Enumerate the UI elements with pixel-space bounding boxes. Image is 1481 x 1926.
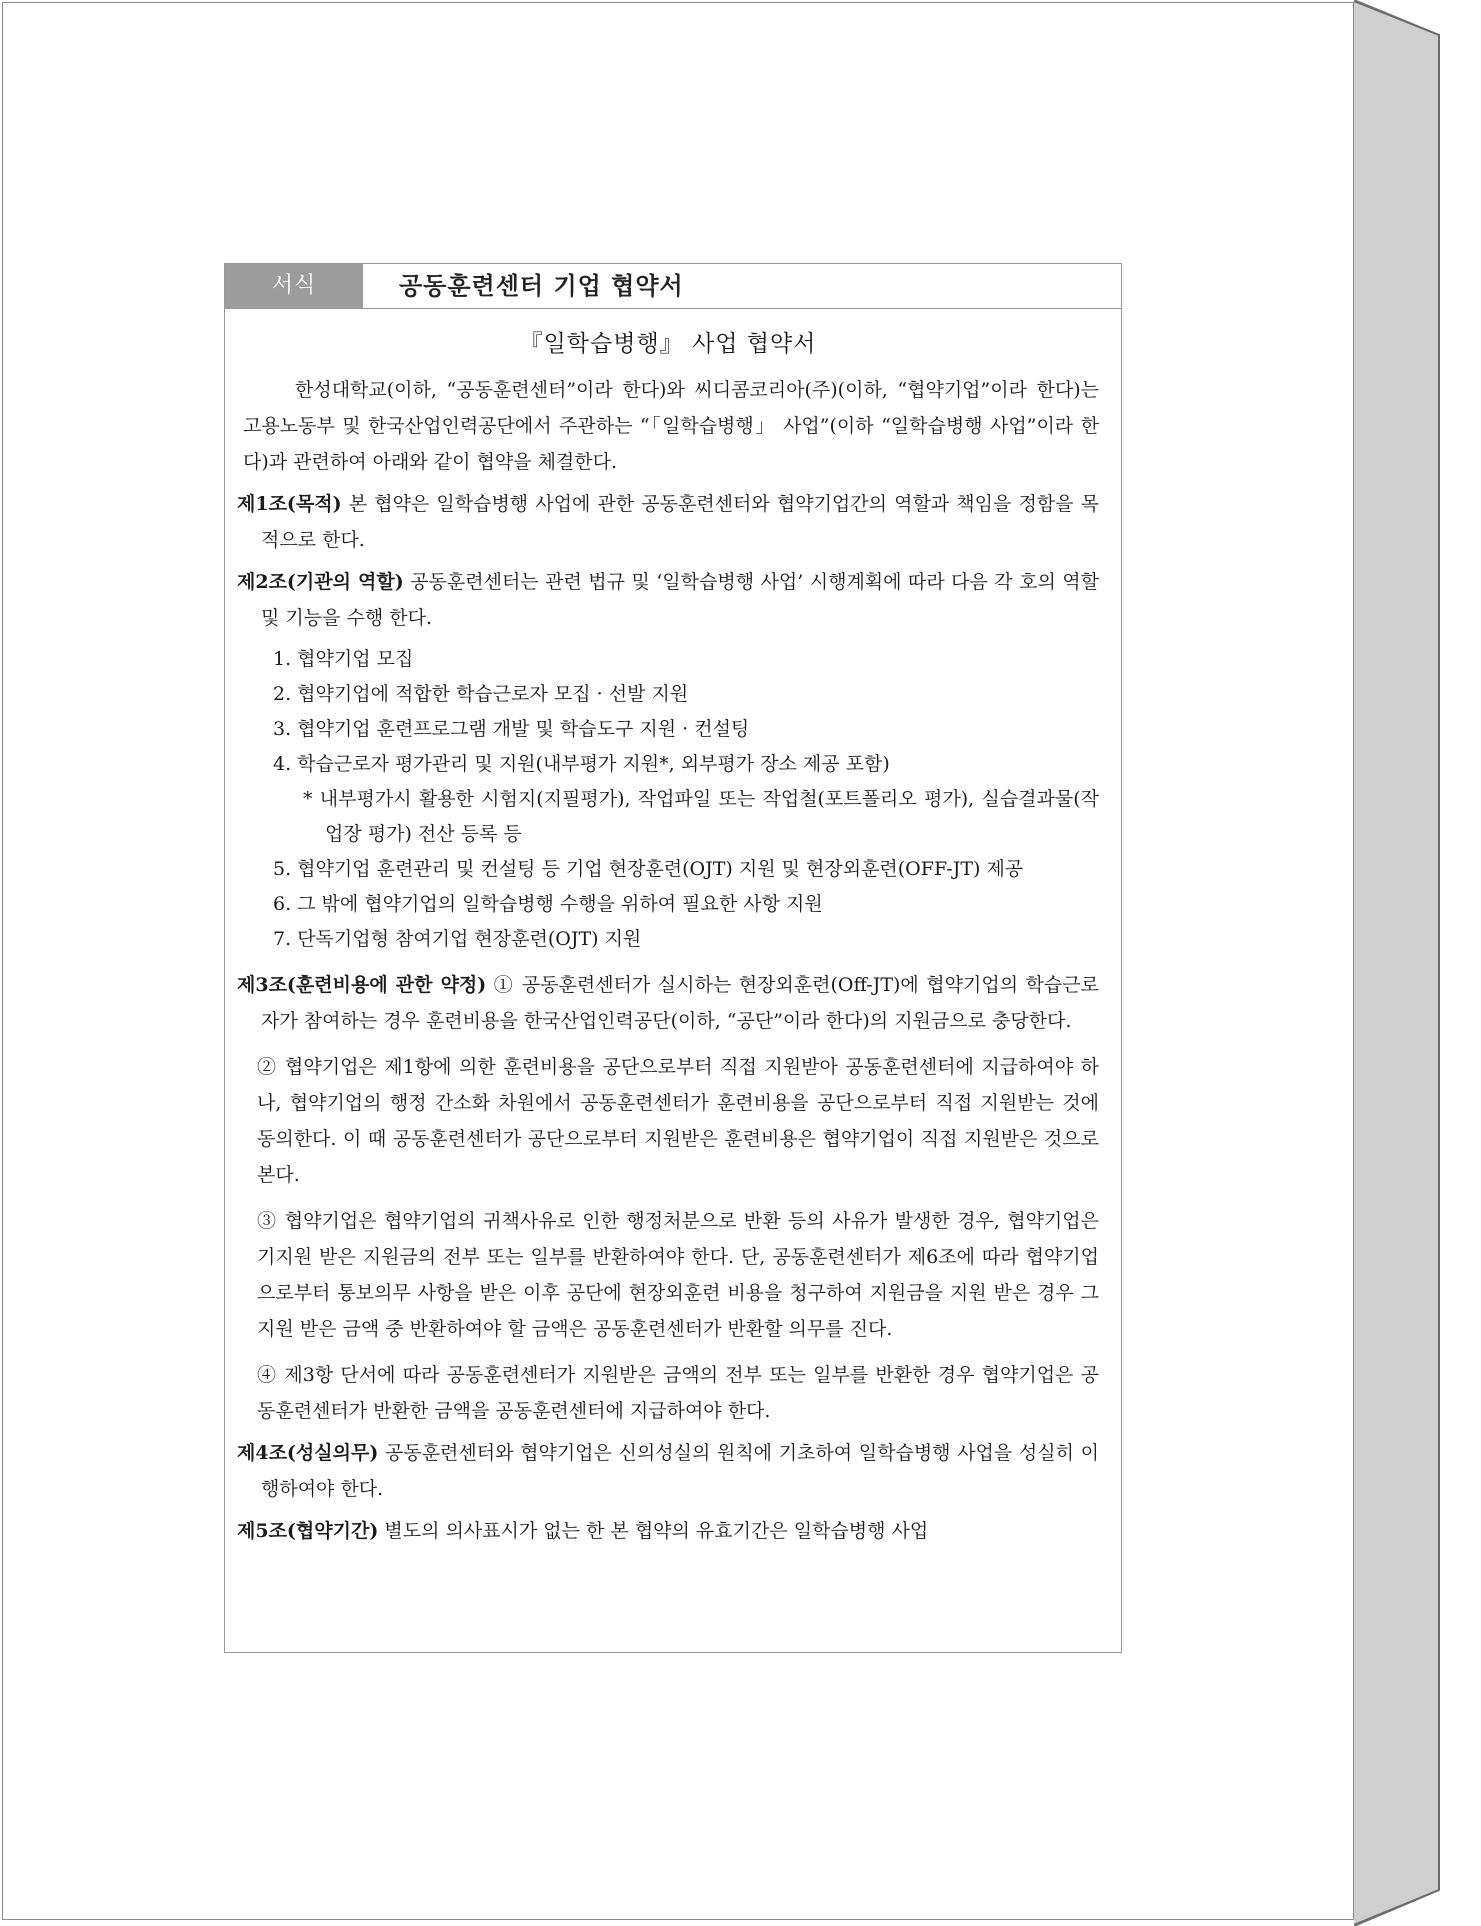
article-4-heading: 제4조(성실의무) (237, 1442, 379, 1464)
article-1-heading: 제1조(목적) (237, 493, 342, 515)
article-5-heading: 제5조(협약기간) (237, 1520, 379, 1542)
article-3-clause-3: ③ 협약기업은 협약기업의 귀책사유로 인한 행정처분으로 반환 등의 사유가 발생한 경우, 협약기업은 기지원 받은 지원금의 전부 또는 일부를 반환하여야 한다. 단, 공동훈련센터가 제6조에 따라 협약기업으로부터 통보의무 사항을 받은 이후 공단에 현장외훈련 비용을 청구하여 지원금을 지원 받은 경우 그 지원 받은 금액 중 반환하여야 할 금액은 공동훈련센터가 반환할 의무를 진다. (257, 1210, 1099, 1340)
article-3 (237, 967, 1099, 1039)
form-header (225, 264, 1121, 309)
article-2-list (273, 642, 1099, 957)
list-item: 1. 협약기업 모집 (273, 648, 414, 670)
article-3-text: ① 공동훈련센터가 실시하는 현장외훈련(Off-JT)에 협약기업의 학습근로자가 참여하는 경우 훈련비용을 한국산업인력공단(이하, “공단”이라 한다)의 지원금으로 충당한다. (261, 974, 1099, 1032)
list-item: 6. 그 밖에 협약기업의 일학습병행 수행을 위하여 필요한 사항 지원 (273, 893, 823, 915)
form-title: 공동훈련센터 기업 협약서 (399, 272, 684, 300)
document-title: 『일학습병행』 사업 협약서 (519, 331, 817, 357)
article-5 (237, 1513, 1099, 1549)
article-5-text: 별도의 의사표시가 없는 한 본 협약의 유효기간은 일학습병행 사업 (378, 1520, 929, 1542)
article-1 (237, 486, 1099, 558)
article-3-clause-2: ② 협약기업은 제1항에 의한 훈련비용을 공단으로부터 직접 지원받아 공동훈련센터에 지급하여야 하나, 협약기업의 행정 간소화 차원에서 공동훈련센터가 훈련비용을 공단으로부터 직접 지원받는 것에 동의한다. 이 때 공동훈련센터가 공단으로부터 지원받은 훈련비용은 협약기업이 직접 지원받은 것으로 본다. (257, 1056, 1099, 1186)
article-3-heading: 제3조(훈련비용에 관한 약정) (237, 974, 487, 996)
intro-paragraph: 한성대학교(이하, “공동훈련센터”이라 한다)와 씨디콤코리아(주)(이하, “협약기업”이라 한다)는 고용노동부 및 한국산업인력공단에서 주관하는 “「일학습병행」 사업”(이하 “일학습병행 사업”이라 한다)과 관련하여 아래와 같이 협약을 체결한다. (243, 379, 1099, 473)
article-3-clause-4: ④ 제3항 단서에 따라 공동훈련센터가 지원받은 금액의 전부 또는 일부를 반환한 경우 협약기업은 공동훈련센터가 반환한 금액을 공동훈련센터에 지급하여야 한다. (257, 1364, 1099, 1422)
article-1-text: 본 협약은 일학습병행 사업에 관한 공동훈련센터와 협약기업간의 역할과 책임을 정함을 목적으로 한다. (261, 493, 1099, 551)
document-content (225, 309, 1121, 1549)
article-2 (237, 564, 1099, 636)
list-note: * 내부평가시 활용한 시험지(지필평가), 작업파일 또는 작업철(포트폴리오 평가), 실습결과물(작업장 평가) 전산 등록 등 (303, 788, 1099, 845)
article-2-heading: 제2조(기관의 역할) (237, 571, 404, 593)
list-item: 3. 협약기업 훈련프로그램 개발 및 학습도구 지원 · 컨설팅 (273, 718, 750, 740)
list-item: 2. 협약기업에 적합한 학습근로자 모집 · 선발 지원 (273, 683, 689, 705)
article-4 (237, 1435, 1099, 1507)
form-tag: 서식 (225, 264, 363, 308)
article-2-text: 공동훈련센터는 관련 법규 및 ‘일학습병행 사업’ 시행계획에 따라 다음 각 호의 역할 및 기능을 수행 한다. (261, 571, 1099, 629)
list-item: 5. 협약기업 훈련관리 및 컨설팅 등 기업 현장훈련(OJT) 지원 및 현장외훈련(OFF-JT) 제공 (273, 858, 1024, 880)
form-document (224, 263, 1122, 1653)
article-4-text: 공동훈련센터와 협약기업은 신의성실의 원칙에 기초하여 일학습병행 사업을 성실히 이행하여야 한다. (261, 1442, 1099, 1500)
list-item: 4. 학습근로자 평가관리 및 지원(내부평가 지원*, 외부평가 장소 제공 포함) (273, 753, 890, 775)
list-item: 7. 단독기업형 참여기업 현장훈련(OJT) 지원 (273, 928, 642, 950)
page-stack-edge (1354, 0, 1481, 1926)
